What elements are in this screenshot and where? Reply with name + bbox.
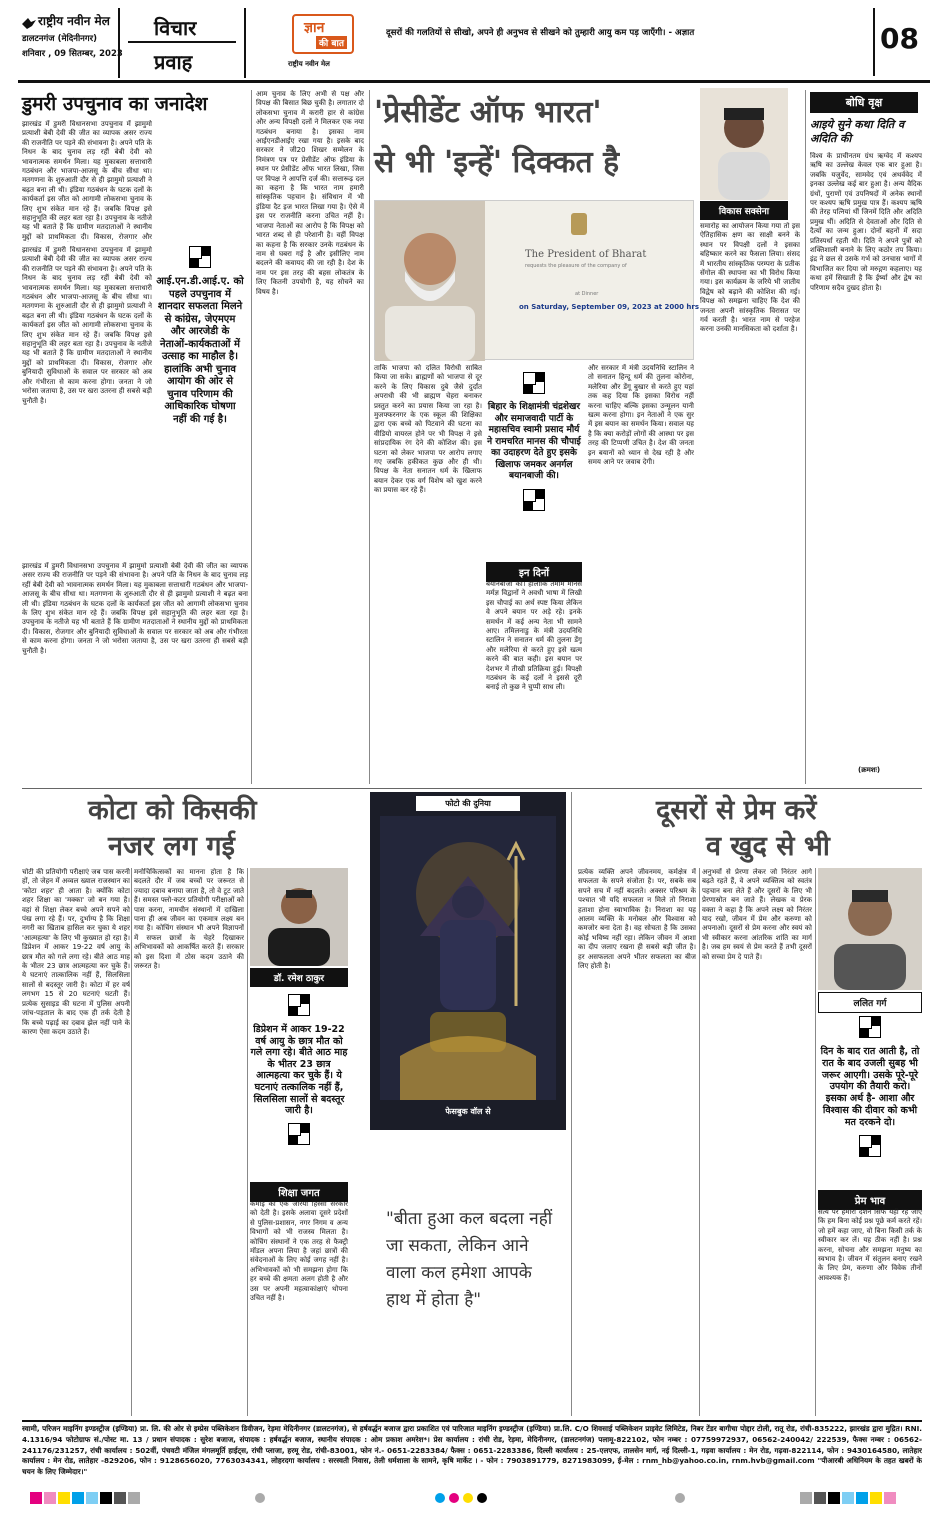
article2-body-d: समारोह का आयोजन किया गया तो इस ऐतिहासिक क्षण का साक्षी बनने के स्थान पर विपक्षी दलों ने इसका बहिष्कार करने का फैसला लिया। संसद में भारतीय सांस्कृतिक परम्परा के प्रतीक सेंगोल की स्थापना का भी विरोध किया गया। इस कार्यक्रम के जरिये भी जातीय विद्वेष को बढ़ाने की कोशिश की गई। विपक्ष को समझना चाहिए कि देश की जनता अपनी सांस्कृतिक विरासत पर गर्व करती है। भारत नाम से परहेज करना उनकी मानसिकता को दर्शाता है। (700, 222, 800, 334)
newspaper-logo-icon (22, 14, 36, 25)
person-icon (818, 868, 922, 990)
section-title-2: प्रवाह (154, 50, 193, 74)
logo-bottom: राष्ट्रीय नवीन मेल (288, 60, 330, 68)
article2-body-c: और सरकार में मंत्री उदयनिधि स्टालिन ने तो सनातन हिन्दू धर्म की तुलना कोरोना, मलेरिया और डेंगू बुखार से करते हुए यहां तक कह दिया कि इसका विरोध नहीं करना चाहिए बल्कि इसका उन्मूलन यानी खत्म करना होगा। इन नेताओं ने एक सुर में इस बयान का समर्थन किया। सवाल यह है कि क्या करोड़ों लोगों की आस्था पर इस तरह की टिप्पणी उचित है। देश की जनता इन बयानों को ध्यान से देख रही है और समय आने पर जवाब देगी। (588, 364, 694, 467)
pullquote-icon (859, 1016, 881, 1042)
photo-caption: फेसबुक वॉल से (445, 1107, 491, 1116)
pm-photo (375, 201, 485, 361)
pullquote-icon (189, 246, 211, 272)
bodh-label: बोधि वृक्ष (810, 92, 918, 113)
color-bar-icon (0, 1488, 945, 1508)
article2-headline-2: से भी 'इन्हें' दिक्कत है (374, 145, 620, 180)
section-title-1: विचार (154, 16, 197, 40)
article1-body-wrap: झारखंड में डुमरी विधानसभा उपचुनाव में झामुमो प्रत्याशी बेबी देवी की जीत का व्यापक असर राज्य की राजनीति पर पड़ने की संभावना है। अपने पति के निधन के बाद चुनाव लड़ रहीं बेबी देवी को भावनात्मक समर्थन मिला। यह मुकाबला सत्ताधारी गठबंधन और भाजपा-आजसू के बीच सीधा था। मतगणना के शुरुआती दौर से ही झामुमो प्रत्याशी ने बढ़त बना ली थी। इंडिया गठबंधन के घटक दलों के कार्यकर्ता इस जीत को आगामी लोकसभा चुनाव के लिए शुभ संकेत मान रहे हैं। जबकि विपक्ष इसे सहानुभूति की लहर बता रहा है। उपचुनाव के नतीजे यह भी बताते हैं कि ग्रामीण मतदाताओं ने स्थानीय मुद्दों को प्राथमिकता दी। विकास, रोजगार और बुनियादी सुविधाओं के सवाल पर सरकार को अब और गंभीरता से काम करना होगा। जनता ने जो भरोसा जताया है, उस पर खरा उतरना ही सबसे बड़ी चुनौती है। (22, 246, 152, 405)
article3-body-b: मनोचिकित्सकों का मानना होता है कि बदलते दौर में जब बच्चों पर जरूरत से ज्यादा दबाव बनाया जाता है, तो वे टूट जाते हैं। समस्त फ्लो-कटर प्रतियोगी परीक्षाओं को पास करना, नामचीन संस्थानों में दाखिला पाना ही अब जीवन का एकमात्र लक्ष्य बन गया है। कोचिंग संस्थान भी अपने विज्ञापनों में सफल छात्रों के चेहरे दिखाकर अभिभावकों को आकर्षित करते हैं। सरकार को इस दिशा में ठोस कदम उठाने की जरूरत है। (134, 868, 244, 971)
article1-body: झारखंड में डुमरी विधानसभा उपचुनाव में झामुमो प्रत्याशी बेबी देवी की जीत का व्यापक असर राज्य की राजनीति पर पड़ने की संभावना है। अपने पति के निधन के बाद चुनाव लड़ रहीं बेबी देवी को भावनात्मक समर्थन मिला। यह मुकाबला सत्ताधारी गठबंधन और भाजपा-आजसू के बीच सीधा था। मतगणना के शुरुआती दौर से ही झामुमो प्रत्याशी ने बढ़त बना ली थी। इंडिया गठबंधन के घटक दलों के कार्यकर्ता इस जीत को आगामी लोकसभा चुनाव के लिए शुभ संकेत मान रहे हैं। जबकि विपक्ष इसे सहानुभूति की लहर बता रहा है। उपचुनाव के नतीजे यह भी बताते हैं कि ग्रामीण मतदाताओं ने स्थानीय मुद्दों को प्राथमिकता दी। विकास, रोजगार और (22, 120, 152, 241)
emblem-icon (571, 213, 587, 235)
article4-headline-1: दूसरों से प्रेम करें (656, 795, 817, 826)
article4-author: ललित गर्ग (818, 992, 922, 1013)
person-icon (250, 868, 348, 966)
invite-line: requests the pleasure of the company of (525, 263, 627, 269)
article1-body-lower: झारखंड में डुमरी विधानसभा उपचुनाव में झामुमो प्रत्याशी बेबी देवी की जीत का व्यापक असर राज्य की राजनीति पर पड़ने की संभावना है। अपने पति के निधन के बाद चुनाव लड़ रहीं बेबी देवी को भावनात्मक समर्थन मिला। यह मुकाबला सत्ताधारी गठबंधन और भाजपा-आजसू के बीच सीधा था। मतगणना के शुरुआती दौर से ही झामुमो प्रत्याशी ने बढ़त बना ली थी। इंडिया गठबंधन के घटक दलों के कार्यकर्ता इस जीत को आगामी लोकसभा चुनाव के लिए शुभ संकेत मान रहे हैं। जबकि विपक्ष इसे सहानुभूति की लहर बता रहा है। उपचुनाव के नतीजे यह भी बताते हैं कि ग्रामीण मतदाताओं ने स्थानीय मुद्दों को प्राथमिकता दी। विकास, रोजगार और बुनियादी सुविधाओं के सवाल पर सरकार को अब और गंभीरता से काम करना होगा। जनता ने जो भरोसा जताया है, उस पर खरा उतरना ही सबसे बड़ी चुनौती है। (22, 562, 248, 655)
bodh-body: विश्व के प्राचीनतम ग्रंथ ऋग्वेद में कश्यप ऋषि का उल्लेख केवल एक बार हुआ है। जबकि यजुर्वेद, सामवेद एवं अथर्ववेद में इनका उल्लेख कई बार हुआ है। अन्य वैदिक ग्रंथों, पुराणों एवं उपनिषदों में अनेक स्थानों पर कश्यप ऋषि प्रमुख पात्र हैं। कश्यप ऋषि की तेरह पत्नियां थीं जिनमें दिति और अदिति प्रमुख थीं। अदिति से देवताओं और दिति से दैत्यों का जन्म हुआ। दोनों बहनों में सदा प्रतिस्पर्धा रहती थी। दिति ने अपने पुत्रों को शक्तिशाली बनाने के लिए कठोर तप किया। इंद्र ने छल से उसके गर्भ को उनचास भागों में विभाजित कर दिया जो मरुद्गण कहलाए। यह कथा हमें सिखाती है कि ईर्ष्या और द्वेष का परिणाम सदैव दुखद होता है। (810, 152, 922, 292)
pullquote-icon (859, 1135, 881, 1161)
pullquote-icon (288, 1123, 310, 1149)
article4-headline-2: व खुद से भी (706, 831, 830, 862)
pullquote-icon (523, 489, 545, 515)
paper-name: राष्ट्रीय नवीन मेल (38, 14, 110, 28)
masthead-quote: दूसरों की गलतियों से सीखो, अपने ही अनुभव से सीखने को तुम्हारी आयु कम पड़ जाएँगी। - अज्ञात (386, 28, 695, 38)
author-photo-ramesh (250, 868, 348, 966)
bodh-headline: आइये सुने कथा दिति व अदिति की (810, 118, 905, 145)
article3-body-a: चोटी की प्रतियोगी परीक्षाएं जब पास करनी हों, तो जेहन में अव्वल ख्याल राजस्थान का 'कोटा शहर' ही आता है। क्योंकि कोटा शहर शिक्षा का 'मक्का' जो बन गया है। वहां से शिक्षा लेकर बच्चे अपने सपने को पंख लगा रहे हैं। पर, दुर्भाग्य है कि शिक्षा नगरी का खिताब हासिल कर चुका ये शहर 'आत्महत्या' के लिए भी कुख्यात हो रहा है। डिप्रेशन में आकर 19-22 वर्ष आयु के छात्र मौत को गले लगा रहे। बीते आठ माह के भीतर 23 छात्र आत्महत्या कर चुके हैं। ये घटनाएं तात्कालिक नहीं हैं, सिलसिला सालों से बदस्तूर जारी है। कोटा में हर वर्ष लगभग 15 से 20 घटनाएं घटती हैं। प्रत्येक सुसाइड की घटना में पुलिस अपनी जांच-पड़ताल के बाद एक ही तर्क देती है कि बच्चे पढ़ाई का दबाव झेल नहीं पाने के कारण ऐसा कदम उठाते हैं। (22, 868, 130, 1036)
imprint-footer: स्वामी, परिजन माइनिंग इण्डस्ट्रीज (इण्डिया) प्रा. लि. की ओर से इम्प्रेस पब्लिकेशन डिवीजन, रेड़मा मेदिनीनगर (डालटनगंज), से हर्षवर्द्धन बजाज द्वारा प्रकाशित एवं पारिजात माइनिंग इण्डस्ट्रीज (इण्डिया) प्रा.लि. C/O शिवसाई पब्लिकेशन प्राइवेट लिमिटेड, निबर टेंडर बागीचा पोद्दार टोली, रातू रोड, रांची-835222, झारखंड द्वारा मुद्रित। RNI. 4.1316/94 फोटोग्राफ सं./पोस्ट मा. 13 / प्रधान संपादक : सुरेश बजाज, संपादक : हर्षवर्द्धन बजाज, स्थानीय संपादक : ओम प्रकाश अमरेश*। प्रेस कार्यालय : रांची रोड, रेड़मा, मेदिनीनगर, (डालटनगंज) पलामू-822102, फोन नम्बर : 07759972937, 06562-240042/ 222539, फैक्स नम्बर : 06562-241176/231257, रांची कार्यालय : 502वीं, पंचवटी मंजिल मंगलमूर्ति हाईट्स, रांची प्लाजा, हरमू रोड, रांची-83001, फोन नं.- 0651-2283384/ फैक्स : 0651-2283386, दिल्ली कार्यालय : 25-एलएफ, तालसेन मार्ग, नई दिल्ली-1, गढ़वा कार्यालय : मेन रोड, गढ़वा-822114, फोन : 9430164580, लातेहार कार्यालय : मेन रोड, लातेहार -829206, फोन : 9128656020, 7763034341, लोहरदगा कार्यालय : सरस्वती निवास, तेली धर्मशाला के सामने, कृषि मार्केट । - फोन : 7903891779, 8271983099, ई-मेल : rnm_hb@yahoo.co.in, rnm.hvb@gmail.com "पीआरबी अधिनियम के तहत खबरों के चयन के लिए जिम्मेदार।" (22, 1424, 922, 1477)
logo-mid: की बात (316, 36, 347, 49)
article3-author: डॉ. रमेश ठाकुर (250, 968, 348, 987)
article3-headline-2: नजर लग गई (108, 831, 235, 862)
article2-section-label: इन दिनों (486, 562, 582, 582)
article3-body-c: कमाई का एक जरिया हिस्सा सरकार को देती है। इसके अलावा दूसरे प्रदेशों से पुलिस-प्रशासन, नगर निगम व अन्य विभागों को भी राजस्व मिलता है। कोचिंग संस्थानों ने एक तरह से फैक्ट्री मॉडल अपना लिया है जहां छात्रों की संवेदनाओं के लिए कोई जगह नहीं है। अभिभावकों को भी समझना होगा कि हर बच्चे की क्षमता अलग होती है और उस पर अपनी महत्वाकांक्षाएं थोपना उचित नहीं है। (250, 1200, 348, 1303)
deity-illustration (380, 816, 556, 1100)
article4-pullquote-box (818, 1016, 922, 1186)
photo-quote: "बीता हुआ कल बदला नहीं जा सकता, लेकिन आने वाला कल हमेशा आपके हाथ में होता है" (386, 1209, 553, 1310)
article3-pullquote-box (250, 994, 348, 1182)
article4-section-label: प्रेम भाव (818, 1190, 922, 1210)
article4-pullquote: दिन के बाद रात आती है, तो रात के बाद उजली सुबह भी जरूर आएगी। उसके पूरे-पूरे उपयोग की तैयारी करो। इसका अर्थ है- आशा और विश्वास की दीवार को कभी मत दरकने दो। (820, 1046, 920, 1128)
article1-body-col2: आम चुनाव के लिए अभी से पक्ष और विपक्ष की बिसात बिछ चुकी है। लगातार दो लोकसभा चुनाव में करारी हार से कांग्रेस और अन्य विपक्षी दलों ने मिलकर एक नया गठबंधन बनाया है। इसका नाम आईएनडीआईए रखा गया है। इसके बाद सरकार ने जी20 शिखर सम्मेलन के निमंत्रण पत्र पर प्रेसीडेंट ऑफ इंडिया के स्थान पर प्रेसीडेंट ऑफ भारत लिखा, जिस पर विपक्ष ने आपत्ति दर्ज की। सत्तारूढ़ दल का कहना है कि भारत नाम हमारी सांस्कृतिक पहचान है। संविधान में भी इंडिया दैट इज भारत लिखा गया है। ऐसे में इस पर राजनीति करना उचित नहीं है। भाजपा नेताओं का आरोप है कि विपक्ष को भारत शब्द से ही परेशानी है। वहीं विपक्ष का कहना है कि सरकार उनके गठबंधन के नाम से घबरा गई है और इसीलिए नाम बदलने की कवायद की जा रही है। देश के नाम पर इस तरह की बहस लोकतंत्र के लिए कितनी उपयोगी है, यह सोचने का विषय है। (256, 90, 364, 296)
article4-body-b: अनुभवों से प्रेरणा लेकर जो निरंतर आगे बढ़ते रहते हैं, वे अपने व्यक्तित्व को स्वतंत्र पहचान बना लेते हैं और दूसरों के लिए भी प्रेरणास्रोत बन जाते हैं। लेखक व प्रेरक वक्ता ने कहा है कि अपने लक्ष्य को निरंतर याद रखो, जीवन में प्रेम और करुणा को अपनाओ। दूसरों से प्रेम करना और स्वयं को भी स्वीकार करना आंतरिक शांति का मार्ग है। जब हम स्वयं से प्रेम करते हैं तभी दूसरों को सच्चा प्रेम दे पाते हैं। (702, 868, 812, 961)
issue-date: शनिवार , 09 सितम्बर, 2023 (22, 49, 123, 59)
page-number: 08 (880, 22, 919, 55)
article2-headline-1: 'प्रेसीडेंट ऑफ भारत' (374, 95, 602, 130)
invite-dinner: at Dinner (575, 291, 599, 297)
article4-body-c: सत्य पर हमारा दर्शन सिर्फ यही रह जाए कि हम बिना कोई प्रश्न पूछे कर्म करते रहें। जो हमें कहा जाए, वो बिना किसी तर्क के स्वीकार कर लें। यह ठीक नहीं है। प्रश्न करना, सोचना और समझना मनुष्य का स्वभाव है। जीवन में संतुलन बनाए रखने के लिए प्रेम, करुणा और विवेक तीनों आवश्यक हैं। (818, 1208, 922, 1282)
article1-headline: डुमरी उपचुनाव का जनादेश (22, 93, 208, 115)
bodh-credit: (क्रमशः) (858, 766, 881, 774)
article1-pullquote-box (156, 246, 244, 456)
registration-marks (0, 1488, 945, 1508)
article2-author: विकास सक्सेना (700, 201, 788, 220)
invitation-photo (374, 200, 700, 360)
article3-section-label: शिक्षा जगत (250, 1182, 348, 1202)
section-box (118, 8, 246, 78)
article2-body-b: बयानबाजी की। हालांकि तमाम मानस मर्मज्ञ विद्वानों ने अवधी भाषा में लिखी इस चौपाई का अर्थ स्पष्ट किया लेकिन वे अपने बयान पर अड़े रहे। इनके समर्थन में कई अन्य नेता भी सामने आए। तमिलनाडु के मंत्री उदयनिधि स्टालिन ने सनातन धर्म की तुलना डेंगू और मलेरिया से करते हुए इसे खत्म करने की बात कही। इस बयान पर देशभर में तीखी प्रतिक्रिया हुई। विपक्षी गठबंधन के कई दलों ने इससे दूरी बनाई तो कुछ ने चुप्पी साध ली। (486, 580, 582, 692)
article3-pullquote: डिप्रेशन में आकर 19-22 वर्ष आयु के छात्र मौत को गले लगा रहे। बीते आठ माह के भीतर 23 छात्र आत्महत्या कर चुके हैं। ये घटनाएं तत्कालिक नहीं हैं, सिलसिला सालों से बदस्तूर जारी है। (250, 1024, 348, 1117)
invite-title: The President of Bharat (525, 249, 647, 260)
person-icon (700, 88, 788, 200)
pullquote-icon (288, 994, 310, 1020)
article3-headline-1: कोटा को किसकी (88, 795, 257, 826)
article2-pullquote-box (486, 372, 582, 572)
logo-top: ज्ञान (304, 20, 325, 36)
article4-body-a: प्रत्येक व्यक्ति अपने जीवनमय, कर्मक्षेत्र में सफलता के सपने संजोता है। पर, सबके सब सपने सच में नहीं बदलते। अक्सर परिश्रम के पश्चात भी यदि सफलता न मिले तो निराशा हताशा होना स्वाभाविक है। निराशा का यह आलम व्यक्ति के मनोबल और विश्वास को कमजोर बना देता है। वह सोचता है कि उसका कोई भविष्य नहीं रहा। लेकिन जीवन में आशा का दीप जलाए रखना ही सबसे बड़ी जीत है। हर असफलता अपने भीतर सफलता का बीज लिए होती है। (578, 868, 696, 971)
gyan-logo (288, 14, 358, 76)
article1-pullquote: आई.एन.डी.आई.ए. को पहले उपचुनाव में शानदार सफलता मिलने से कांग्रेस, जेएमएम और आरजेडी के नेताओं-कार्यकताओं में उत्साह का माहौल है। हालांकि अभी चुनाव आयोग की ओर से चुनाव परिणाम की आधिकारिक घोषणा नहीं की गई है। (156, 276, 244, 425)
pullquote-icon (523, 372, 545, 398)
article2-pullquote: बिहार के शिक्षामंत्री चंद्रशेखर और समाजवादी पार्टी के महासचिव स्वामी प्रसाद मौर्य ने रामचरित मानस की चौपाई का उदाहरण देते हुए इसके खिलाफ जमकर अनर्गल बयानबाजी की। (487, 402, 581, 481)
invite-date: on Saturday, September 09, 2023 at 2000 hrs (519, 303, 700, 311)
article2-body-a: ताकि भाजपा को दलित विरोधी साबित किया जा सके। ब्राह्मणों को भाजपा से दूर करने के लिए विकास दुबे जैसे दुर्दांत अपराधी की भी ब्राह्मण चेहरा बनाकर प्रस्तुत करने का प्रयास किया जा रहा है। मुजफ्फरनगर के एक स्कूल की शिक्षिका द्वारा एक बच्चे को पिटवाने की घटना का वीडियो वायरल होने पर भी विपक्ष ने इसे सांप्रदायिक रंग देने की कोशिश की। इस घटना को लेकर भाजपा पर आरोप लगाए गए जबकि हकीकत कुछ और ही थी। विपक्ष के नेता सनातन धर्म के खिलाफ बयान देकर एक वर्ग विशेष को खुश करने का प्रयास कर रहे हैं। (374, 364, 482, 495)
photo-panel (370, 792, 566, 1130)
author-photo-vikas (700, 88, 788, 200)
place: डालटनगंज (मेदिनीनगर) (22, 34, 98, 44)
author-photo-lalit (818, 868, 922, 990)
person-icon (375, 201, 485, 361)
photo-label: फोटो की दुनिया (416, 796, 520, 811)
masthead (0, 0, 945, 84)
